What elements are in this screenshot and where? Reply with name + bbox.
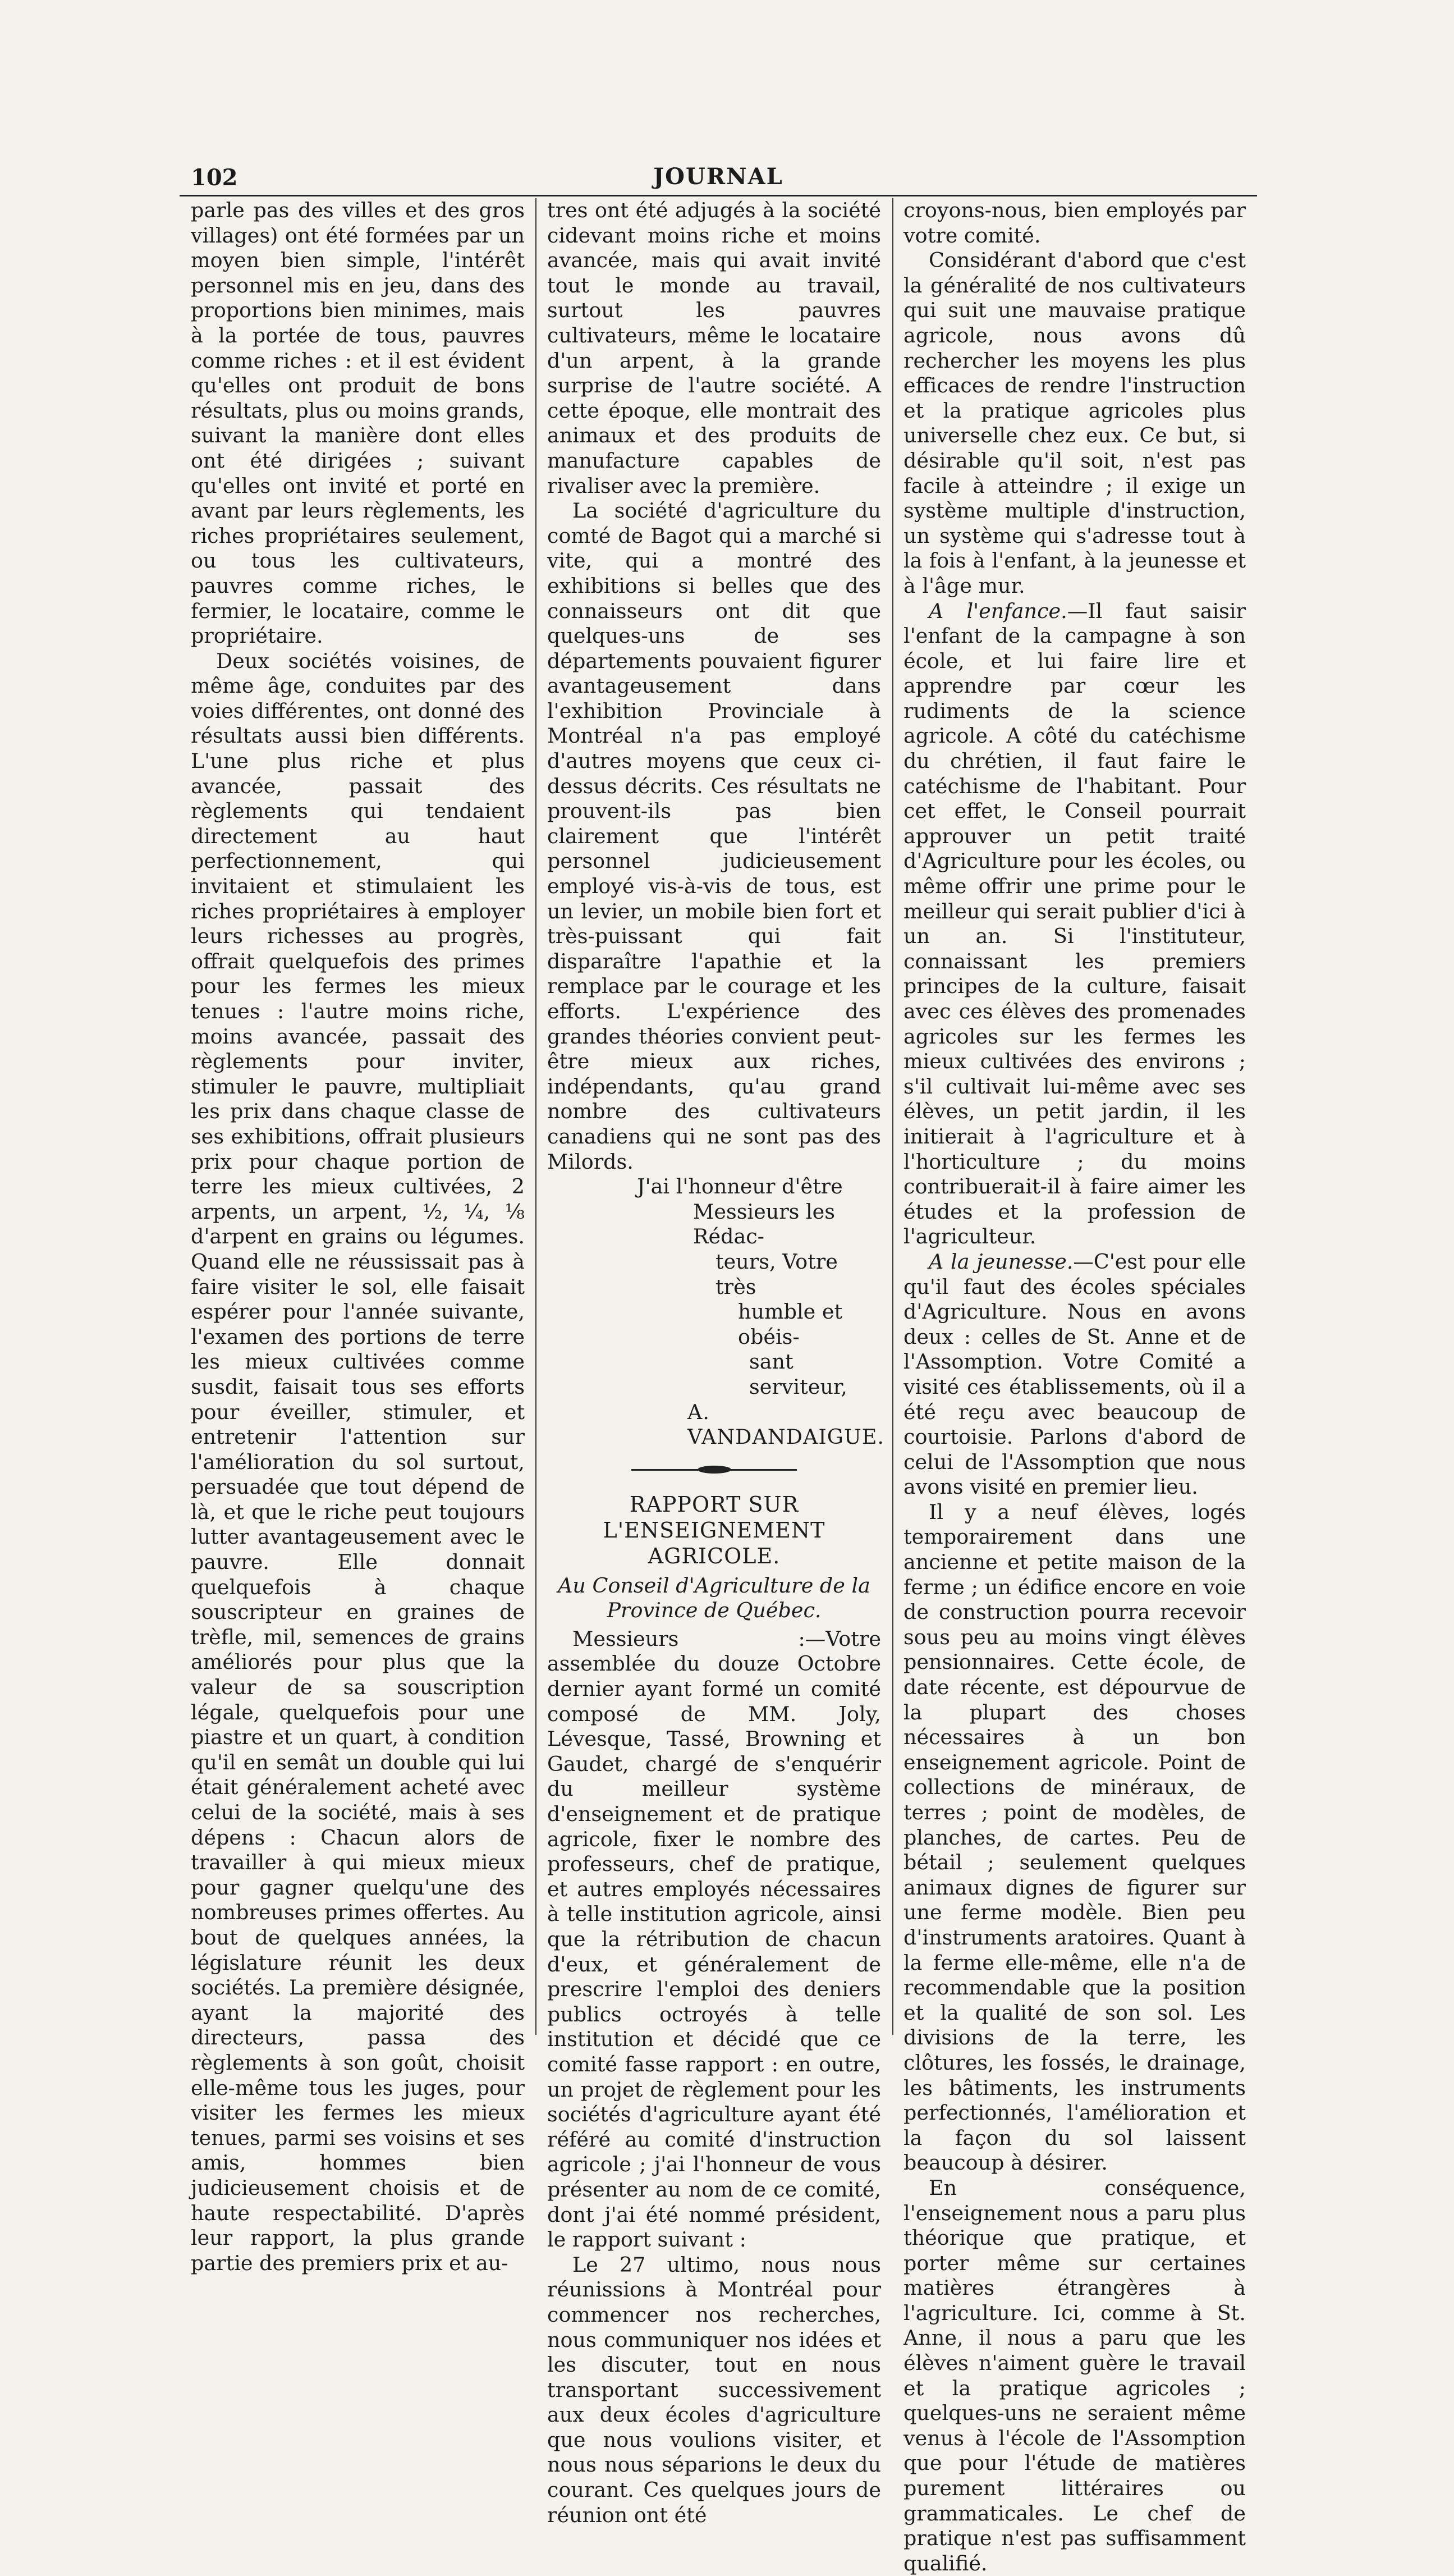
paragraph: Messieurs :—Votre assemblée du douze Octobre dernier ayant formé un comité composé de MM. Joly, Lévesque, Tassé, Browning et Gaudet, chargé de s'enquérir du meilleur système d'enseignement et de pratique agricole, fixer le nombre des professeurs, chef de pratique, et autres employés nécessaires à telle institution agricole, ainsi que la rétribution de chacun d'eux, et généralement de prescrire l'emploi des deniers publics octroyés à telle institution et décidé que ce comité fasse rapport : en outre, un projet de règlement pour les sociétés d'agriculture ayant été référé au comité d'instruction agricole ; j'ai l'honneur de vous présenter au nom de ce comité, dont j'ai été nommé président, le rapport suivant : xyxy=(547,1626,881,2252)
paragraph: croyons-nous, bien employés par votre comité. xyxy=(903,198,1246,248)
section-divider-ornament xyxy=(547,1450,881,1489)
paragraph-text: —C'est pour elle qu'il faut des écoles spéciales d'Agriculture. Nous en avons deux : celles de St. Anne et de l'Assomption. Votre Comité a visité ces établissements, où il a été reçu avec beaucoup de courtoisie. Parlons d'abord de celui de l'Assomption que nous avons visité en premier lieu. xyxy=(903,1249,1246,1499)
paragraph xyxy=(903,599,1246,1250)
section-subtitle: Au Conseil d'Agriculture de la Province de Québec. xyxy=(558,1573,870,1623)
paragraph: parle pas des villes et des gros villages) ont été formées par un moyen bien simple, l'intérêt personnel mis en jeu, dans des proportions bien minimes, mais à la portée de tous, pauvres comme riches : et il est évident qu'elles ont produit de bons résultats, plus ou moins grands, suivant la manière dont elles ont été dirigées ; suivant qu'elles ont invité et porté en avant par leurs règlements, les riches propriétaires seulement, ou tous les cultivateurs, pauvres comme riches, le fermier, le locataire, comme le propriétaire. xyxy=(191,198,525,648)
column-2 xyxy=(547,198,884,2527)
section-title: RAPPORT SUR L'ENSEIGNEMENT AGRICOLE. xyxy=(603,1491,825,1568)
paragraph: Il y a neuf élèves, logés temporairement dans une ancienne et petite maison de la ferme ; un édifice encore en voie de construction pourra recevoir sous peu au moins vingt élèves pensionnaires. Cette école, de date récente, est dépourvue de la plupart des choses nécessaires à un bon enseignement agricole. Point de collections de minéraux, de terres ; point de modèles, de planches, de cartes. Peu de bétail ; seulement quelques animaux dignes de figurer sur une ferme modèle. Bien peu d'instruments aratoires. Quant à la ferme elle-même, elle n'a de recommendable que la position et la qualité de son sol. Les divisions de la terre, les clôtures, les fossés, le drainage, les bâtiments, les instruments perfectionnés, l'amélioration et la façon du sol laissent beaucoup à désirer. xyxy=(903,1499,1246,2175)
run-in-heading: A la jeunesse. xyxy=(929,1249,1074,1274)
article-columns xyxy=(180,198,1257,2575)
paragraph: En conséquence, l'enseignement nous a paru plus théorique que pratique, et porter même sur certaines matières étrangères à l'agriculture. Ici, comme à St. Anne, il nous a paru que les élèves n'aiment guère le travail et la pratique agricoles ; quelques-uns ne seraient même venus à l'école de l'Assomption que pour l'étude de matières purement littéraires ou grammaticales. Le chef de pratique n'est pas suffisamment qualifié. xyxy=(903,2175,1246,2575)
column-divider xyxy=(535,198,536,2035)
running-title: JOURNAL xyxy=(653,163,783,190)
letter-salutation: teurs, Votre très xyxy=(715,1249,838,1299)
letter-salutation: humble et obéis- xyxy=(738,1300,843,1349)
letter-salutation: sant serviteur, xyxy=(749,1349,847,1399)
page-number: 102 xyxy=(191,164,238,191)
paragraph: Deux sociétés voisines, de même âge, conduites par des voies différentes, ont donné des résultats aussi bien différents. L'une plus riche et plus avancée, passait des règlements qui tendaient directement au haut perfectionnement, qui invitaient et stimulaient les riches propriétaires à employer leurs richesses au progrès, offrait quelquefois des primes pour les fermes les mieux tenues : l'autre moins riche, moins avancée, passait des règlements pour inviter, stimuler le pauvre, multipliait les prix dans chaque classe de ses exhibitions, offrait plusieurs prix pour chaque portion de terre les mieux cultivées, 2 arpents, un arpent, ½, ¼, ⅛ d'arpent en grains ou légumes. Quand elle ne réussissait pas à faire visiter le sol, elle faisait espérer pour l'année suivante, l'examen des portions de terre les mieux cultivées comme susdit, faisait tous ses efforts pour éveiller, stimuler, et entretenir l'attention sur l'amélioration du sol surtout, persuadée que tout dépend de là, et que le riche peut toujours lutter avantageusement avec le pauvre. Elle donnait quelquefois à chaque souscripteur en graines de trèfle, mil, semences de grains améliorés pour plus que la valeur de sa souscription légale, quelquefois pour une piastre et un quart, à condition qu'il en semât un double qui lui était généralement acheté avec celui de la société, mais à ses dépens : Chacun alors de travailler à qui mieux mieux pour gagner quelqu'une des nombreuses primes offertes. Au bout de quelques années, la législature réunit les deux sociétés. La première désignée, ayant la majorité des directeurs, passa des règlements à son goût, choisit elle-même tous les juges, pour visiter les fermes les mieux tenues, parmi ses voisins et ses amis, hommes bien judicieusement choisis et de haute respectabilité. D'après leur rapport, la plus grande partie des premiers prix et au- xyxy=(191,648,525,2275)
letter-signature: A. VANDANDAIGUE. xyxy=(687,1399,884,1449)
letter-closing: J'ai l'honneur d'être xyxy=(637,1174,843,1199)
paragraph-text: —Il faut saisir l'enfant de la campagne à son école, et lui faire lire et apprendre par cœur les rudiments de la science agricole. A côté du catéchisme du chrétien, il faut faire le catéchisme de l'habitant. Pour cet effet, le Conseil pourrait approuver un petit traité d'Agriculture pour les écoles, ou même offrir une prime pour le meilleur qui serait publier d'ici à un an. Si l'instituteur, connaissant les premiers principes de la culture, faisait avec ces élèves des promenades agricoles sur les fermes les mieux cultivées des environs ; s'il cultivait lui-même avec ses élèves, un petit jardin, il les initierait à l'agriculture et à l'horticulture ; du moins contribuerait-il à faire aimer les études et la profession de l'agriculteur. xyxy=(903,598,1246,1249)
column-divider xyxy=(892,198,893,2035)
page-header xyxy=(180,160,1257,196)
column-1 xyxy=(191,198,525,2275)
column-3 xyxy=(903,198,1246,2575)
paragraph: Considérant d'abord que c'est la généralité de nos cultivateurs qui suit une mauvaise pratique agricole, nous avons dû rechercher les moyens les plus efficaces de rendre l'instruction et la pratique agricoles plus universelle chez eux. Ce but, si désirable qu'il soit, n'est pas facile à atteindre ; il exige un système multiple d'instruction, un système qui s'adresse tout à la fois à l'enfant, à la jeunesse et à l'âge mur. xyxy=(903,248,1246,598)
letter-salutation: Messieurs les Rédac- xyxy=(693,1199,836,1249)
run-in-heading: A l'enfance. xyxy=(929,598,1067,623)
paragraph xyxy=(903,1250,1246,1500)
paragraph: Le 27 ultimo, nous nous réunissions à Montréal pour commencer nos recherches, nous communiquer nos idées et les discuter, tout en nous transportant successivement aux deux écoles d'agriculture que nous voulions visiter, et nous nous séparions le deux du courant. Ces quelques jours de réunion ont été xyxy=(547,2252,881,2527)
paragraph: La société d'agriculture du comté de Bagot qui a marché si vite, qui a montré des exhibitions si belles que des connaisseurs ont dit que quelques-uns de ses départements pouvaient figurer avantageusement dans l'exhibition Provinciale à Montréal n'a pas employé d'autres moyens que ceux ci-dessus décrits. Ces résultats ne prouvent-ils pas bien clairement que l'intérêt personnel judicieusement employé vis-à-vis de tous, est un levier, un mobile bien fort et très-puissant qui fait disparaître l'apathie et la remplace par le courage et les efforts. L'expérience des grandes théories convient peut-être mieux aux riches, indépendants, qu'au grand nombre des cultivateurs canadiens qui ne sont pas des Milords. xyxy=(547,498,881,1174)
newspaper-page xyxy=(180,160,1257,2575)
paragraph: tres ont été adjugés à la société cidevant moins riche et moins avancée, mais qui avait invité tout le monde au travail, surtout les pauvres cultivateurs, même le locataire d'un arpent, à la grande surprise de l'autre société. A cette époque, elle montrait des animaux et des produits de manufacture capables de rivaliser avec la première. xyxy=(547,198,881,498)
